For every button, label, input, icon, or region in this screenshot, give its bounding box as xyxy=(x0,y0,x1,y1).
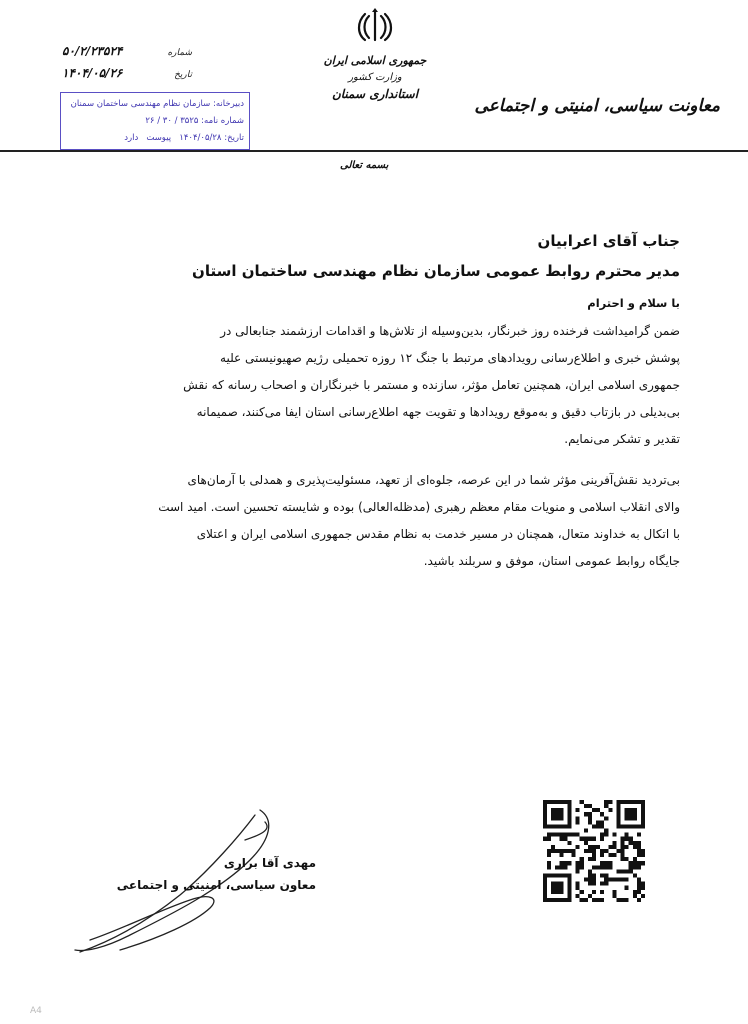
iran-emblem-icon xyxy=(355,6,395,46)
reference-number-label: شماره xyxy=(167,48,192,58)
reference-date-value: ۱۴۰۴/۰۵/۲۶ xyxy=(62,66,123,80)
paragraph-line: والای انقلاب اسلامی و منویات مقام معظم رهبری (مدظله‌العالی) بوده و شایسته تحسین است. امید است xyxy=(158,500,680,514)
attachment-label: پیوست xyxy=(146,133,172,143)
qr-code-icon xyxy=(543,800,645,902)
paragraph-line: تقدیر و تشکر می‌نمایم. xyxy=(564,432,680,446)
gov-line-republic: جمهوری اسلامی ایران xyxy=(323,54,427,67)
stamp-secretariat-row: دبیرخانه: سازمان نظام مهندسی ساختمان سمنان xyxy=(70,99,244,109)
bismillah: بسمه تعالی xyxy=(340,160,389,171)
salutation: با سلام و احترام xyxy=(587,296,680,310)
paragraph-line: بی‌تردید نقش‌آفرینی مؤثر شما در این عرصه، جلوه‌ای از تعهد، مسئولیت‌پذیری و همدلی با آرمان‌های xyxy=(187,473,680,487)
reference-number-value: ۵۰/۲/۲۳۵۲۴ xyxy=(62,44,123,58)
attachment-value: دارد xyxy=(124,133,139,143)
signature-block xyxy=(96,852,316,896)
letter-body xyxy=(68,318,680,589)
paragraph-line: با اتکال به خداوند متعال، همچنان در مسیر خدمت به نظام مقدس جمهوری اسلامی ایران و اعتلای xyxy=(196,527,680,541)
stamp-date-row xyxy=(66,130,244,147)
stamp-date: تاریخ: ۱۴۰۴/۰۵/۲۸ xyxy=(179,133,244,143)
paragraph-line: پوشش خبری و اطلاع‌رسانی رویدادهای مرتبط با جنگ ۱۲ روزه تحمیلی رژیم صهیونیستی علیه xyxy=(220,351,680,365)
reference-block xyxy=(62,44,192,88)
header-divider xyxy=(0,150,748,152)
paragraph-line: جایگاه روابط عمومی استان، موفق و سربلند باشید. xyxy=(423,554,680,568)
secretariat-stamp xyxy=(60,92,250,150)
government-header xyxy=(300,6,450,103)
paragraph-1 xyxy=(68,318,680,453)
reference-date-label: تاریخ xyxy=(174,70,192,80)
paragraph-line: ضمن گرامیداشت فرخنده روز خبرنگار، بدین‌وسیله از تلاش‌ها و اقدامات ارزشمند جنابعالی در xyxy=(220,324,680,338)
addressee-name: جناب آقای اعرابیان xyxy=(537,232,680,250)
gov-line-province: استانداری سمنان xyxy=(331,87,419,101)
paragraph-2 xyxy=(68,467,680,575)
footer-paper-mark: A4 xyxy=(30,1006,42,1016)
addressee xyxy=(60,226,680,316)
addressee-position: مدیر محترم روابط عمومی سازمان نظام مهندسی ساختمان استان xyxy=(192,262,680,280)
reference-number-row xyxy=(62,44,192,66)
stamp-letter-number-row: شماره نامه: ۳۵۲۵ / ۳۰ / ۲۶ xyxy=(145,116,244,126)
signer-name: مهدی آقا براری xyxy=(223,856,316,870)
reference-date-row xyxy=(62,66,192,88)
signer-title: معاون سیاسی، امنیتی و اجتماعی xyxy=(116,878,316,892)
paragraph-line: جمهوری اسلامی ایران، همچنین تعامل مؤثر، سازنده و مستمر با خبرنگاران و اصحاب رسانه که نقش xyxy=(183,378,680,392)
gov-line-ministry: وزارت کشور xyxy=(348,72,402,83)
deputy-title: معاونت سیاسی، امنیتی و اجتماعی xyxy=(474,96,720,116)
paragraph-line: بی‌بدیلی در بازتاب دقیق و به‌موقع رویدادها و تقویت جهه اطلاع‌رسانی استان ایفا می‌کنند، صمیمانه xyxy=(196,405,680,419)
